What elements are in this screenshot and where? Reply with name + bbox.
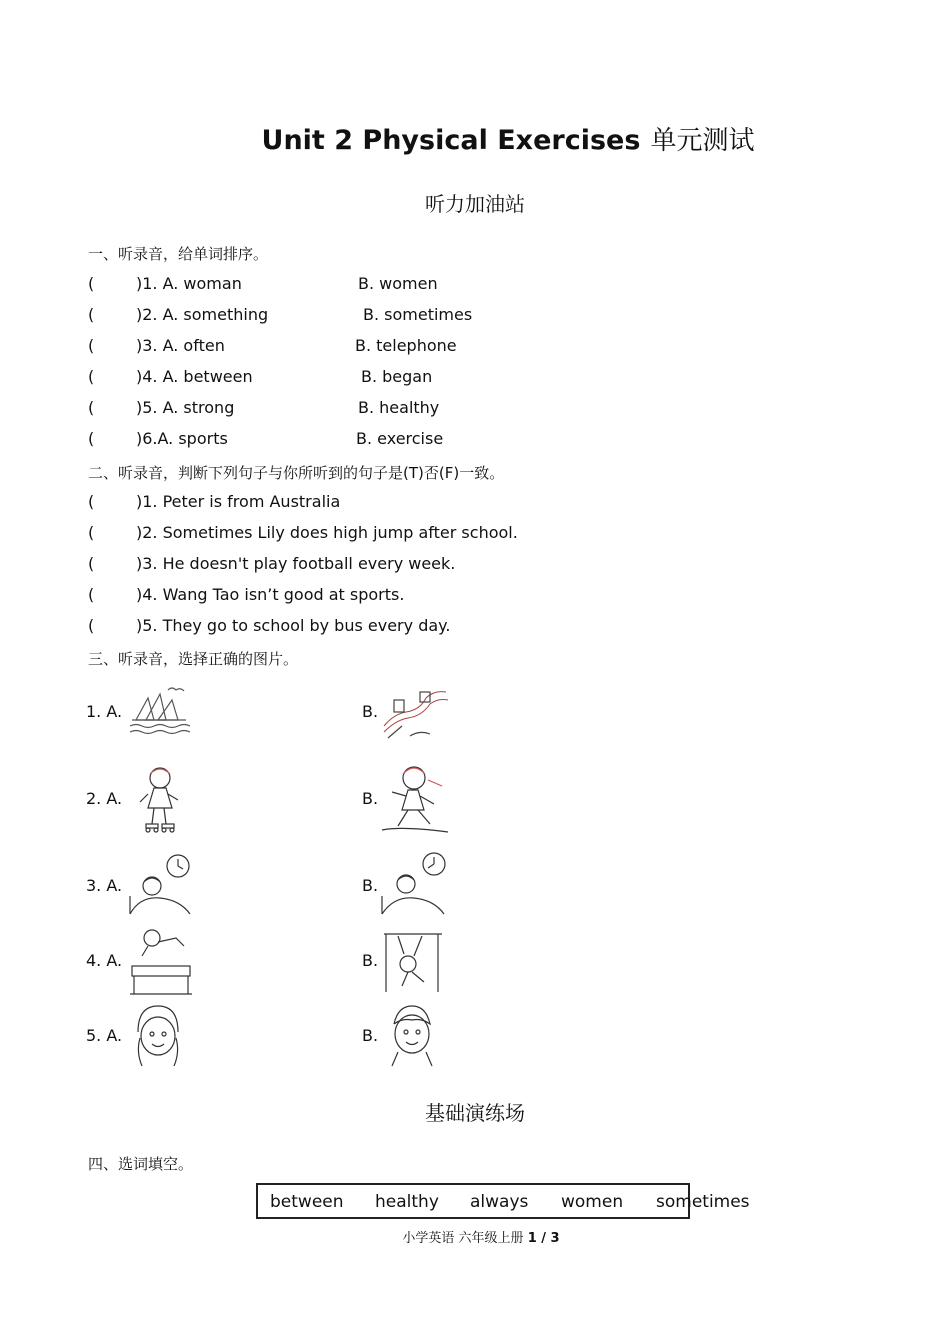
bar-picture [378, 924, 448, 994]
word-bank-word: sometimes [656, 1192, 750, 1212]
page-title [0, 120, 950, 157]
part4-heading: 四、选词填空。 [88, 1155, 194, 1173]
part1-item-5: ( )5. A. strong [88, 398, 235, 417]
part3-item-5-b-label: B. [362, 1026, 379, 1045]
footer-text: 小学英语 六年级上册 [402, 1231, 528, 1246]
part3-item-4-b-label: B. [362, 951, 379, 970]
part1-item-1-b: B. women [358, 274, 438, 293]
part1-item-5-b: B. healthy [358, 398, 440, 417]
title-english: Unit 2 Physical Exercises [261, 125, 641, 156]
part3-item-1-b-label: B. [362, 702, 379, 721]
part2-heading: 二、听录音，判断下列句子与你所听到的句子是(T)否(F)一致。 [88, 464, 505, 482]
boy-face-picture [384, 1002, 440, 1068]
part3-item-2-b-label: B. [362, 789, 379, 808]
running-girl-picture [378, 760, 452, 836]
part1-heading: 一、听录音，给单词排序。 [88, 245, 269, 263]
part2-item-1: ( )1. Peter is from Australia [88, 492, 341, 511]
part3-item-1-a-label: 1. A. [86, 702, 123, 721]
vault-picture [128, 924, 194, 998]
part2-item-2: ( )2. Sometimes Lily does high jump after school. [88, 523, 518, 542]
part1-item-4-b: B. began [361, 367, 433, 386]
part1-item-3: ( )3. A. often [88, 336, 225, 355]
page-number: 1 / 3 [527, 1231, 560, 1246]
part3-item-3-b-label: B. [362, 876, 379, 895]
opera-house-picture [128, 684, 192, 740]
part1-item-4: ( )4. A. between [88, 367, 253, 386]
part1-item-6-b: B. exercise [356, 429, 444, 448]
part2-item-3: ( )3. He doesn't play football every week. [88, 554, 456, 573]
skating-girl-picture [134, 762, 192, 834]
part1-item-2: ( )2. A. something [88, 305, 269, 324]
word-bank-word: women [561, 1192, 624, 1212]
section-basics: 基础演练场 [425, 1101, 525, 1125]
title-chinese: 单元测试 [650, 126, 755, 156]
part1-item-6: ( )6.A. sports [88, 429, 228, 448]
part3-item-3-a-label: 3. A. [86, 876, 123, 895]
great-wall-picture [380, 686, 450, 740]
bed-clock-picture-a [128, 852, 194, 920]
part1-item-2-b: B. sometimes [363, 305, 473, 324]
bed-clock-picture-b [378, 850, 448, 920]
word-bank-word: always [470, 1192, 529, 1212]
part2-item-5: ( )5. They go to school by bus every day. [88, 616, 451, 635]
page-footer [0, 1227, 950, 1246]
part1-item-3-b: B. telephone [355, 336, 457, 355]
word-bank-word: healthy [375, 1192, 439, 1212]
girl-face-picture [130, 1002, 186, 1070]
part2-item-4: ( )4. Wang Tao isn’t good at sports. [88, 585, 405, 604]
part3-item-2-a-label: 2. A. [86, 789, 123, 808]
part3-heading: 三、听录音，选择正确的图片。 [88, 650, 299, 668]
part3-item-5-a-label: 5. A. [86, 1026, 123, 1045]
part1-item-1: ( )1. A. woman [88, 274, 242, 293]
part3-item-4-a-label: 4. A. [86, 951, 123, 970]
word-bank-word: between [270, 1192, 344, 1212]
section-listening: 听力加油站 [425, 192, 525, 216]
